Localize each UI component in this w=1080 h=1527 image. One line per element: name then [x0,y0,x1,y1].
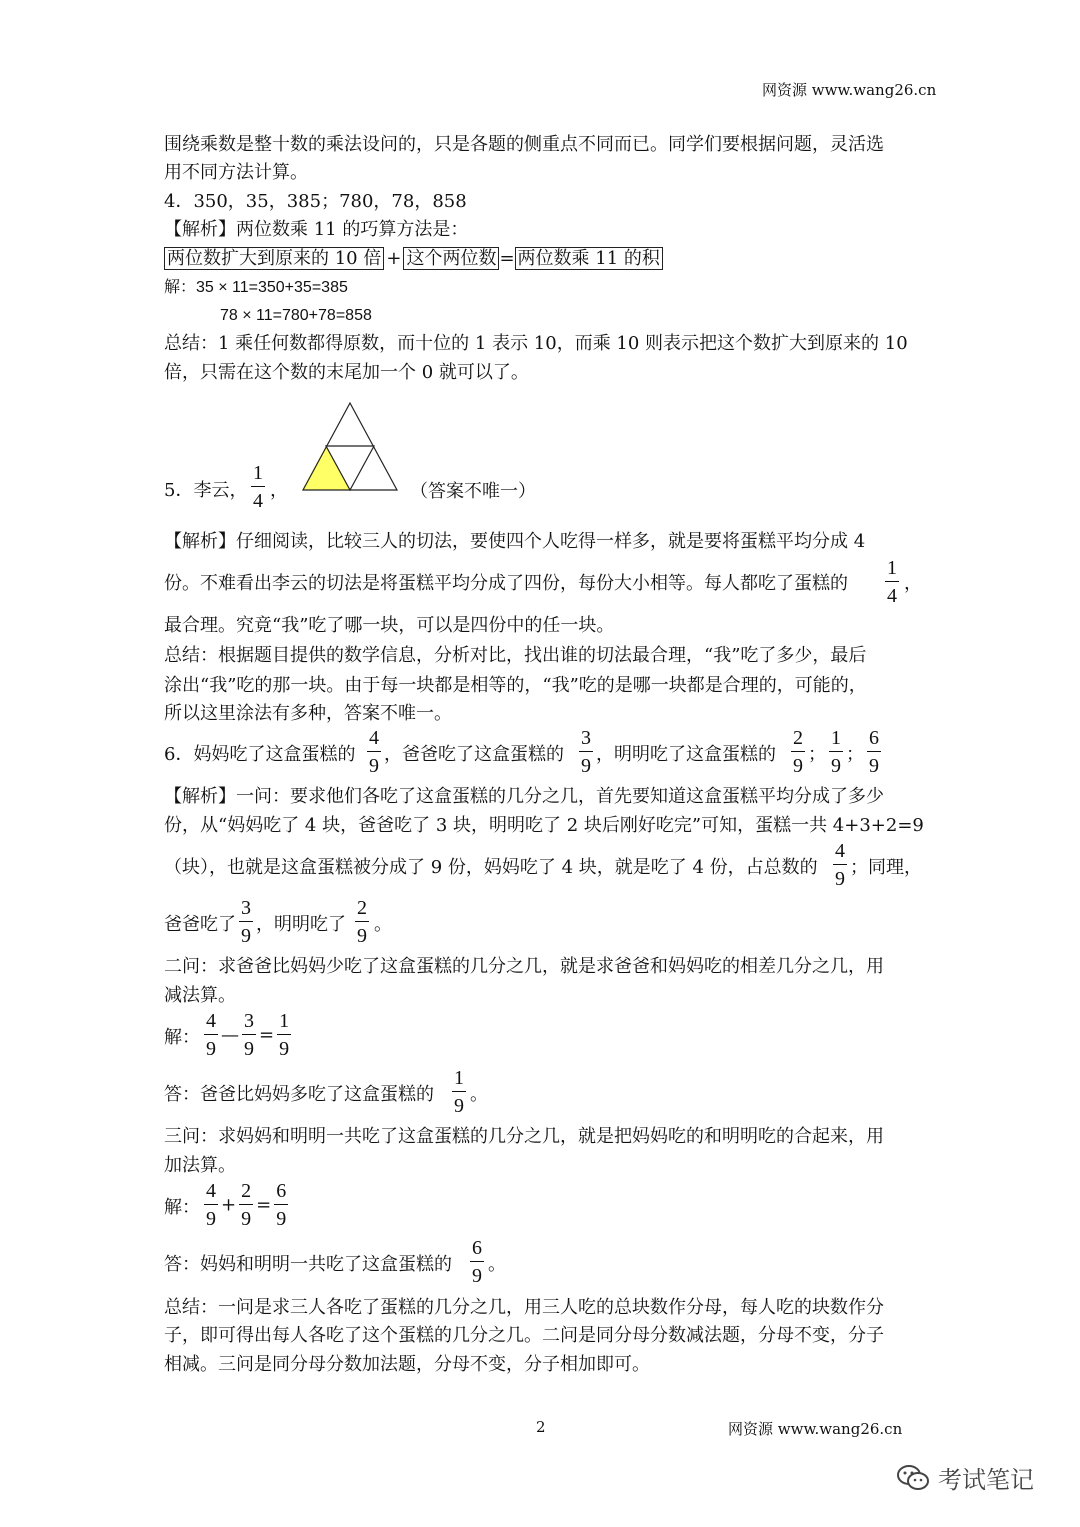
q4-solution-1: 解：35 × 11=350+35=385 [164,279,348,296]
shaded-piece [302,446,350,490]
q6-jiexi-4-b: ，明明吃了 [256,914,346,935]
frac-den: 9 [241,925,251,947]
footer-site: 网资源 www.wang26.cn [728,1420,903,1438]
q6-q3-answer: 答：妈妈和明明一共吃了这盒蛋糕的 [164,1254,452,1275]
frac-num: 3 [581,727,591,749]
q5-fraction [248,462,268,512]
q6-q2-answer: 答：爸爸比妈妈多吃了这盒蛋糕的 [164,1084,434,1105]
frac-den: 9 [472,1265,482,1287]
q6-q3-jie: 解： [164,1197,200,1218]
q6-summary-2: 子，即可得出每人各吃了这个蛋糕的几分之几。二问是同分母分数减法题，分母不变，分子 [164,1325,884,1346]
q6-jiexi-3-end: ；同理， [850,857,922,878]
watermark-text: 考试笔记 [938,1466,1034,1494]
frac-num: 6 [472,1237,482,1259]
plus-sign: + [221,1194,237,1216]
formula-plus: + [386,248,402,269]
frac-den: 9 [454,1095,464,1117]
q6-q3-line-1: 三问：求妈妈和明明一共吃了这盒蛋糕的几分之几，就是把妈妈吃的和明明吃的合起来，用 [164,1126,884,1147]
q6-semi-1: ； [808,744,826,765]
q6-frac-3-9 [236,897,256,947]
frac-num: 1 [279,1010,290,1032]
q3-line-2: 用不同方法计算。 [164,162,308,183]
frac-num: 6 [869,727,879,749]
q4-jiexi: 【解析】两位数乘 11 的巧算方法是： [164,219,469,240]
formula-box-2: 这个两位数 [403,247,499,270]
q6-summary-1: 总结：一问是求三人各吃了蛋糕的几分之几，用三人吃的总块数作分母，每人吃的块数作分 [164,1297,884,1318]
q6-answer-mid2: ，明明吃了这盒蛋糕的 [596,744,776,765]
q5-jiexi-2-text: 份。不难看出李云的切法是将蛋糕平均分成了四份，每份大小相等。每人都吃了蛋糕的 [164,573,848,594]
q5-jiexi-3: 最合理。究竟“我”吃了哪一块，可以是四份中的任一块。 [164,615,615,636]
cake-triangle-diagram [302,402,398,492]
q6-q2-jie: 解： [164,1027,200,1048]
q6-frac-ming [788,727,808,777]
frac-den: 9 [241,1208,252,1230]
q6-q3-answer-frac [467,1237,487,1287]
frac-num: 1 [887,557,897,579]
frac-num: 4 [206,1010,216,1032]
q5-summary-2: 涂出“我”吃的那一块。由于每一块都是相等的，“我”吃的是哪一块都是合理的，可能的， [164,675,867,696]
frac-den: 9 [869,755,879,777]
q4-formula [164,248,663,270]
frac-num: 2 [241,1180,252,1202]
q4-summary-1: 总结：1 乘任何数都得原数，而十位的 1 表示 10，而乘 10 则表示把这个数扩大到原来的 10 [164,333,908,354]
q6-semi-2: ； [846,744,864,765]
q6-q3-equation [201,1180,291,1230]
formula-eq: = [499,248,515,269]
q6-q2-equation [201,1010,294,1060]
q6-answer-prefix: 6．妈妈吃了这盒蛋糕的 [164,744,356,765]
frac-num: 1 [831,727,841,749]
formula-box-1: 两位数扩大到原来的 10 倍 [164,247,384,270]
q6-jiexi-1: 【解析】一问：要求他们各吃了这盒蛋糕的几分之几，首先要知道这盒蛋糕平均分成了多少 [164,786,884,807]
q6-jiexi-3: （块），也就是这盒蛋糕被分成了 9 份，妈妈吃了 4 块，就是吃了 4 份，占总数的 [164,857,818,878]
q6-summary-3: 相减。三问是同分母分数加法题，分母不变，分子相加即可。 [164,1354,650,1375]
frac-den: 9 [831,755,841,777]
q6-frac-2-9 [352,897,372,947]
q5-jiexi-2 [164,573,848,595]
q6-jiexi-2: 份，从“妈妈吃了 4 块，爸爸吃了 3 块，明明吃了 2 块后刚好吃完”可知，蛋糕一共 4+3+2=9 [164,815,924,836]
frac-den: 9 [793,755,803,777]
q6-q2-line-2: 减法算。 [164,985,236,1006]
frac-num: 3 [244,1010,254,1032]
equals-sign: = [256,1194,272,1216]
q4-summary-2: 倍，只需在这个数的末尾加一个 0 就可以了。 [164,362,529,383]
frac-num: 3 [241,897,251,919]
q6-q2-answer-frac [449,1067,469,1117]
q6-answer-mid1: ，爸爸吃了这盒蛋糕的 [384,744,564,765]
frac-num: 4 [835,840,845,862]
q6-jiexi-4-c: 。 [374,914,392,935]
q6-q2-period: 。 [470,1084,488,1105]
q6-jiexi-frac-4-9 [830,840,850,890]
q3-line-1: 围绕乘数是整十数的乘法设问的，只是各题的侧重点不同而已。同学们要根据问题，灵活选 [164,134,884,155]
q6-frac-6-9 [864,727,884,777]
frac-num: 2 [357,897,367,919]
q5-jiexi-fraction [882,557,902,607]
frac-den: 9 [369,755,379,777]
q5-jiexi-1: 【解析】仔细阅读，比较三人的切法，要使四个人吃得一样多，就是要将蛋糕平均分成 4 [164,531,866,552]
q5-prefix: 5．李云， [164,480,248,501]
frac-den: 9 [835,868,845,890]
q5-summary-1: 总结：根据题目提供的数学信息，分析对比，找出谁的切法最合理，“我”吃了多少，最后 [164,645,867,666]
frac-den: 9 [581,755,591,777]
frac-den: 9 [276,1208,287,1230]
q6-q3-line-2: 加法算。 [164,1155,236,1176]
formula-box-3: 两位数乘 11 的积 [515,247,663,270]
page-number: 2 [536,1418,546,1436]
q6-jiexi-4-a: 爸爸吃了 [164,914,236,935]
q5-comma: ， [270,480,288,501]
q6-q2-line-1: 二问：求爸爸比妈妈少吃了这盒蛋糕的几分之几，就是求爸爸和妈妈吃的相差几分之几，用 [164,956,884,977]
frac-den: 9 [206,1038,216,1060]
frac-num: 6 [276,1180,287,1202]
q4-answer: 4．350，35，385；780，78，858 [164,191,467,212]
frac-num: 1 [454,1067,464,1089]
frac-den: 4 [887,585,897,607]
q6-frac-mom [364,727,384,777]
q6-frac-1-9 [826,727,846,777]
frac-num: 2 [793,727,803,749]
header-site: 网资源 www.wang26.cn [762,81,937,99]
q5-jiexi-2-end: ， [904,573,922,594]
minus-sign: — [221,1024,239,1046]
frac-den: 9 [357,925,367,947]
frac-den: 9 [279,1038,290,1060]
wechat-icon [896,1463,930,1493]
frac-den: 9 [244,1038,254,1060]
equals-sign: = [259,1024,275,1046]
frac-den: 9 [206,1208,216,1230]
q6-q3-period: 。 [488,1254,506,1275]
frac-num: 4 [206,1180,216,1202]
watermark [896,1460,1034,1495]
q6-frac-dad [576,727,596,777]
q4-solution-2: 78 × 11=780+78=858 [220,307,372,324]
frac-num: 4 [369,727,379,749]
q5-note: （答案不唯一） [410,481,536,502]
frac-den: 4 [253,490,263,512]
frac-num: 1 [253,462,263,484]
q5-summary-3: 所以这里涂法有多种，答案不唯一。 [164,703,452,724]
